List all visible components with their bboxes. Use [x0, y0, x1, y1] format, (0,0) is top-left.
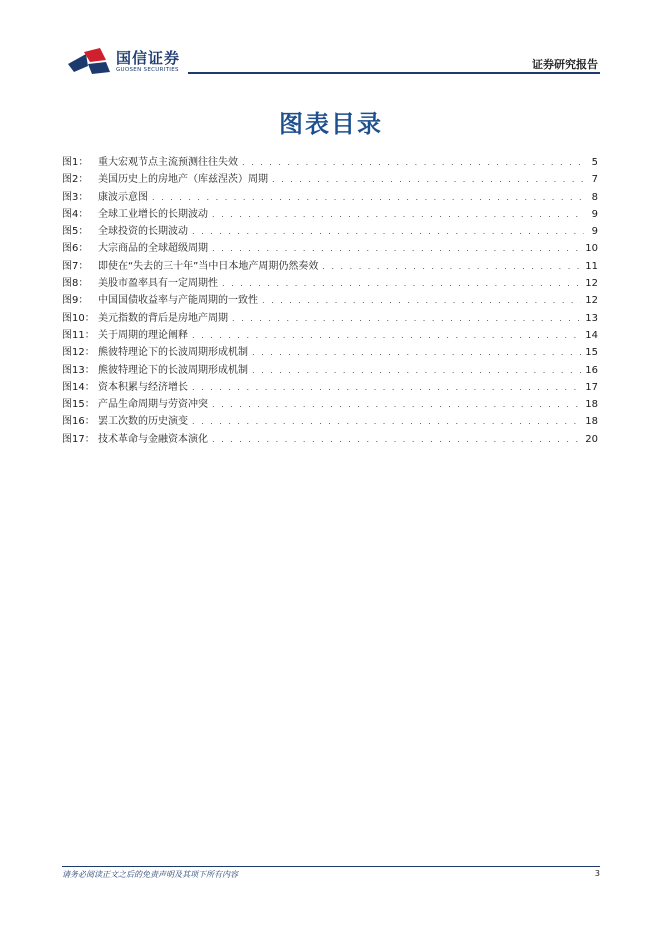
toc-entry-title: 美国历史上的房地产（库兹涅茨）周期	[98, 174, 268, 186]
toc-entry[interactable]	[62, 327, 600, 344]
header-divider	[188, 72, 600, 74]
toc-entry-page: 12	[585, 295, 598, 307]
toc-entry[interactable]	[62, 240, 600, 257]
toc-dot-leader	[192, 223, 584, 240]
toc-entry-page: 14	[585, 329, 598, 341]
toc-entry[interactable]	[62, 275, 600, 292]
toc-entry-page: 17	[585, 381, 598, 393]
toc-entry-title: 资本积累与经济增长	[98, 381, 188, 393]
logo-chinese-name: 国信证券	[116, 49, 181, 67]
toc-entry-page: 16	[585, 364, 598, 376]
toc-entry-title: 熊彼特理论下的长波周期形成机制	[98, 364, 248, 376]
toc-entry-title: 即使在“失去的三十年”当中日本地产周期仍然奏效	[98, 260, 319, 272]
toc-entry-title: 全球投资的长期波动	[98, 226, 188, 238]
toc-entry-page: 11	[585, 260, 598, 272]
toc-entry-title: 全球工业增长的长期波动	[98, 208, 208, 220]
toc-entry-title: 熊彼特理论下的长波周期形成机制	[98, 347, 248, 359]
toc-dot-leader	[192, 379, 581, 396]
logo-english-name: GUOSEN SECURITIES	[116, 67, 179, 73]
toc-dot-leader	[272, 171, 584, 188]
toc-dot-leader	[252, 344, 581, 361]
footer-divider	[62, 866, 600, 867]
guosen-logo-mark-icon	[66, 48, 112, 76]
toc-entry[interactable]	[62, 310, 600, 327]
toc-entry-page: 9	[591, 226, 598, 238]
toc-entry-title: 技术革命与金融资本演化	[98, 433, 208, 445]
toc-entry-page: 7	[591, 174, 598, 186]
toc-entry-number: 图9：	[62, 295, 89, 307]
toc-entry[interactable]	[62, 344, 600, 361]
toc-entry-page: 20	[585, 433, 598, 445]
toc-dot-leader	[322, 258, 581, 275]
toc-entry-number: 图14：	[62, 381, 95, 393]
toc-dot-leader	[222, 275, 581, 292]
toc-entry-title: 美元指数的背后是房地产周期	[98, 312, 228, 324]
toc-entry-page: 10	[585, 243, 598, 255]
toc-entry-number: 图6：	[62, 243, 89, 255]
toc-entry[interactable]	[62, 189, 600, 206]
toc-entry-number: 图1：	[62, 157, 89, 168]
toc-entry-title: 重大宏观节点主流预测往往失效	[98, 157, 238, 168]
toc-dot-leader	[152, 189, 584, 206]
toc-entry-page: 12	[585, 278, 598, 290]
toc-entry-page: 18	[585, 416, 598, 428]
toc-entry-number: 图17：	[62, 433, 95, 445]
toc-entry-page: 8	[591, 191, 598, 203]
toc-entry[interactable]	[62, 258, 600, 275]
toc-entry-number: 图4：	[62, 208, 89, 220]
toc-dot-leader	[232, 310, 581, 327]
toc-dot-leader	[242, 154, 584, 171]
toc-entry-title: 罢工次数的历史演变	[98, 416, 188, 428]
toc-entry-title: 关于周期的理论阐释	[98, 329, 188, 341]
report-type-label: 证券研究报告	[532, 58, 598, 71]
toc-dot-leader	[192, 327, 581, 344]
toc-entry[interactable]	[62, 223, 600, 240]
toc-entry-number: 图8：	[62, 278, 89, 290]
guosen-logo	[66, 46, 186, 78]
toc-entry-title: 康波示意图	[98, 191, 148, 203]
toc-entry-number: 图15：	[62, 399, 95, 411]
toc-dot-leader	[212, 240, 581, 257]
toc-entry[interactable]	[62, 362, 600, 379]
toc-entry-number: 图5：	[62, 226, 89, 238]
toc-dot-leader	[212, 206, 584, 223]
toc-entry-number: 图2：	[62, 174, 89, 186]
toc-entry[interactable]	[62, 171, 600, 188]
toc-entry[interactable]	[62, 292, 600, 309]
toc-entry[interactable]	[62, 154, 600, 171]
toc-entry[interactable]	[62, 431, 600, 448]
page-title: 图表目录	[279, 110, 383, 138]
toc-entry-title: 美股市盈率具有一定周期性	[98, 278, 218, 290]
toc-entry[interactable]	[62, 206, 600, 223]
toc-dot-leader	[252, 362, 581, 379]
toc-entry-title: 中国国债收益率与产能周期的一致性	[98, 295, 258, 307]
figure-table-of-contents	[62, 154, 600, 448]
toc-entry-number: 图3：	[62, 191, 89, 203]
toc-entry-page: 15	[585, 347, 598, 359]
toc-entry[interactable]	[62, 413, 600, 430]
toc-entry-number: 图16：	[62, 416, 95, 428]
toc-dot-leader	[262, 292, 581, 309]
footer-disclaimer: 请务必阅读正文之后的免责声明及其项下所有内容	[62, 870, 238, 879]
toc-entry[interactable]	[62, 396, 600, 413]
toc-dot-leader	[212, 431, 581, 448]
toc-entry-page: 18	[585, 399, 598, 411]
toc-entry-number: 图7：	[62, 260, 89, 272]
toc-entry-number: 图12：	[62, 347, 95, 359]
toc-entry-number: 图10：	[62, 312, 95, 324]
toc-entry-page: 5	[591, 157, 598, 168]
toc-entry-page: 9	[591, 208, 598, 220]
toc-entry-title: 产品生命周期与劳资冲突	[98, 399, 208, 411]
toc-entry-title: 大宗商品的全球超级周期	[98, 243, 208, 255]
toc-dot-leader	[192, 413, 581, 430]
toc-entry-page: 13	[585, 312, 598, 324]
toc-entry-number: 图13：	[62, 364, 95, 376]
toc-entry-number: 图11：	[62, 329, 95, 341]
footer-page-number: 3	[594, 869, 600, 878]
toc-entry[interactable]	[62, 379, 600, 396]
toc-dot-leader	[212, 396, 581, 413]
